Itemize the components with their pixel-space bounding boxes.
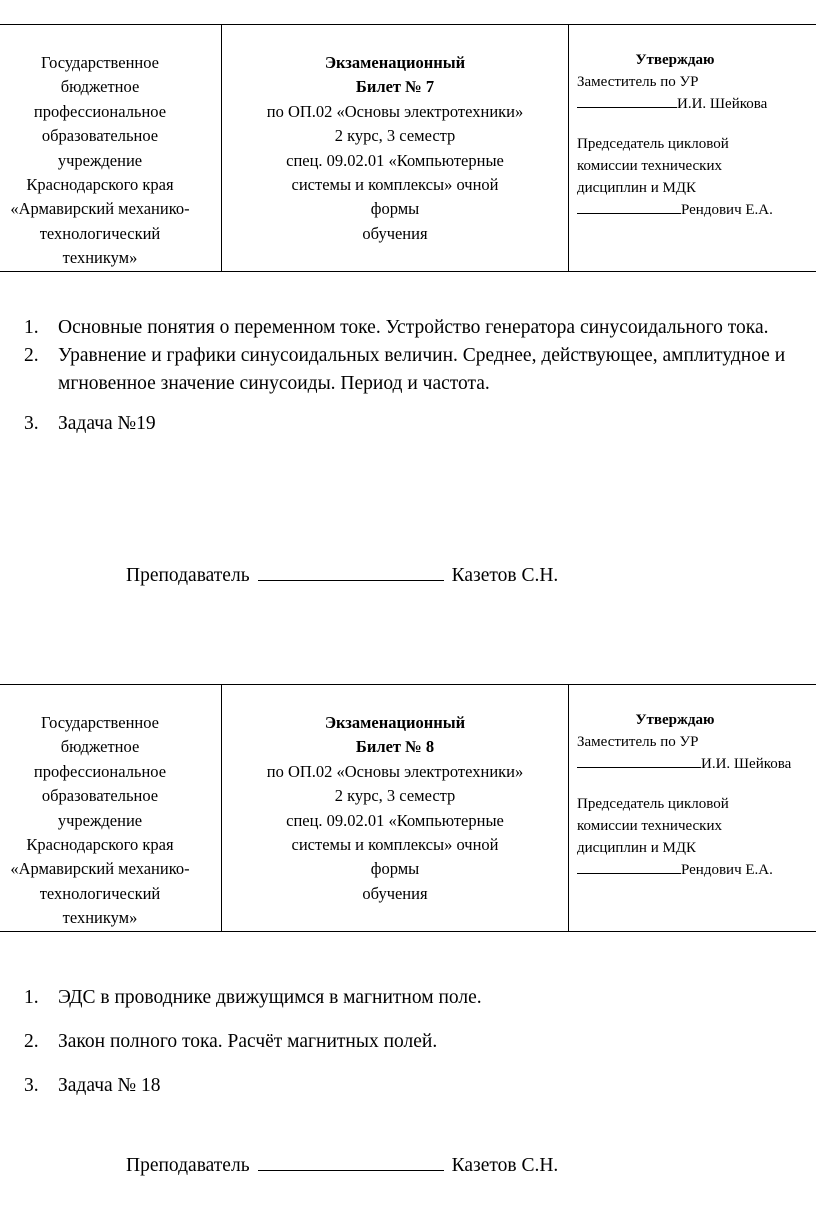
committee-line: Председатель цикловой [577,796,729,812]
signature-line [577,107,677,108]
question-item: 3. Задача № 18 [24,1075,161,1096]
org-line: бюджетное [60,737,140,757]
teacher-name: Казетов С.Н. [451,1155,559,1176]
approve-title: Утверждаю [635,712,715,728]
ticket-number: Билет № 7 [355,77,435,97]
course-line: по ОП.02 «Основы электротехники» [266,101,524,121]
ticket-title-cell [222,685,569,932]
organization-cell [0,685,222,932]
org-line: учреждение [57,150,143,170]
teacher-label: Преподаватель [126,1155,250,1176]
org-line: «Армавирский механико- [10,199,190,219]
org-line: Краснодарского края [26,175,174,195]
org-line: Краснодарского края [26,835,174,855]
approver2-row [577,859,816,881]
exam-title: Экзаменационный [324,713,466,732]
approver1-row [577,753,816,775]
org-line: профессиональное [33,101,167,121]
org-line: Государственное [40,713,160,732]
org-line: «Армавирский механико- [10,859,190,879]
teacher-label: Преподаватель [126,565,250,586]
approval-cell [569,685,816,932]
approval-cell [569,25,816,272]
org-line: техникум» [62,908,138,928]
course-line: 2 курс, 3 семестр [334,786,456,806]
approver1-name: И.И. Шейкова [677,96,768,112]
course-line: системы и комплексы» очной [291,835,499,855]
approve-line: Заместитель по УР [577,74,699,90]
teacher-name: Казетов С.Н. [451,565,559,586]
approver1-row [577,93,816,115]
question-text: Закон полного тока. Расчёт магнитных полей. [58,1031,438,1052]
question-text: ЭДС в проводнике движущимся в магнитном поле. [58,987,482,1008]
course-line: 2 курс, 3 семестр [334,126,456,146]
course-line: обучения [362,223,428,243]
question-item: 2. Уравнение и графики синусоидальных величин. Среднее, действующее, амплитудное и мгновенное значение синусоиды. Период и частота. [24,345,786,394]
signature-line [577,767,701,768]
ticket-number: Билет № 8 [355,737,435,757]
question-text: Уравнение и графики синусоидальных величин. Среднее, действующее, амплитудное и мгновенное значение синусоиды. Период и частота. [58,345,786,394]
course-line: спец. 09.02.01 «Компьютерные [286,810,504,830]
committee-line: дисциплин и МДК [577,180,697,196]
approver2-name: Рендович Е.А. [681,862,773,878]
committee-line: дисциплин и МДК [577,840,697,856]
approve-line: Заместитель по УР [577,734,699,750]
question-text: Основные понятия о переменном токе. Устройство генератора синусоидального тока. [58,317,769,338]
committee-line: комиссии технических [577,818,722,834]
ticket-header-table [0,24,816,272]
question-item: 1. ЭДС в проводнике движущимся в магнитном поле. [24,987,482,1008]
approver1-name: И.И. Шейкова [701,756,792,772]
question-list [24,984,816,1100]
approver2-name: Рендович Е.А. [681,202,773,218]
signature-line [577,213,681,214]
exam-title: Экзаменационный [324,53,466,72]
ticket-header-table [0,684,816,932]
teacher-signature [126,562,558,590]
course-line: спец. 09.02.01 «Компьютерные [286,150,504,170]
ticket-title-cell [222,25,569,272]
org-line: бюджетное [60,77,140,97]
org-line: техникум» [62,248,138,268]
signature-line [258,1152,444,1171]
course-line: по ОП.02 «Основы электротехники» [266,761,524,781]
teacher-signature [126,1152,558,1180]
org-line: профессиональное [33,761,167,781]
signature-line [258,562,444,581]
signature-line [577,873,681,874]
org-line: технологический [39,223,161,243]
org-line: Государственное [40,53,160,72]
org-line: технологический [39,883,161,903]
question-text: Задача №19 [58,413,156,434]
question-item: 3. Задача №19 [24,413,156,434]
course-line: формы [370,199,420,219]
approve-title: Утверждаю [635,52,715,68]
course-line: формы [370,859,420,879]
org-line: учреждение [57,810,143,830]
question-item: 2. Закон полного тока. Расчёт магнитных полей. [24,1031,438,1052]
approver2-row [577,199,816,221]
org-line: образовательное [41,786,159,806]
question-list [24,314,816,438]
org-line: образовательное [41,126,159,146]
committee-line: комиссии технических [577,158,722,174]
question-item: 1. Основные понятия о переменном токе. Устройство генератора синусоидального тока. [24,317,769,338]
course-line: системы и комплексы» очной [291,175,499,195]
organization-cell [0,25,222,272]
committee-line: Председатель цикловой [577,136,729,152]
question-text: Задача № 18 [58,1075,161,1096]
course-line: обучения [362,883,428,903]
